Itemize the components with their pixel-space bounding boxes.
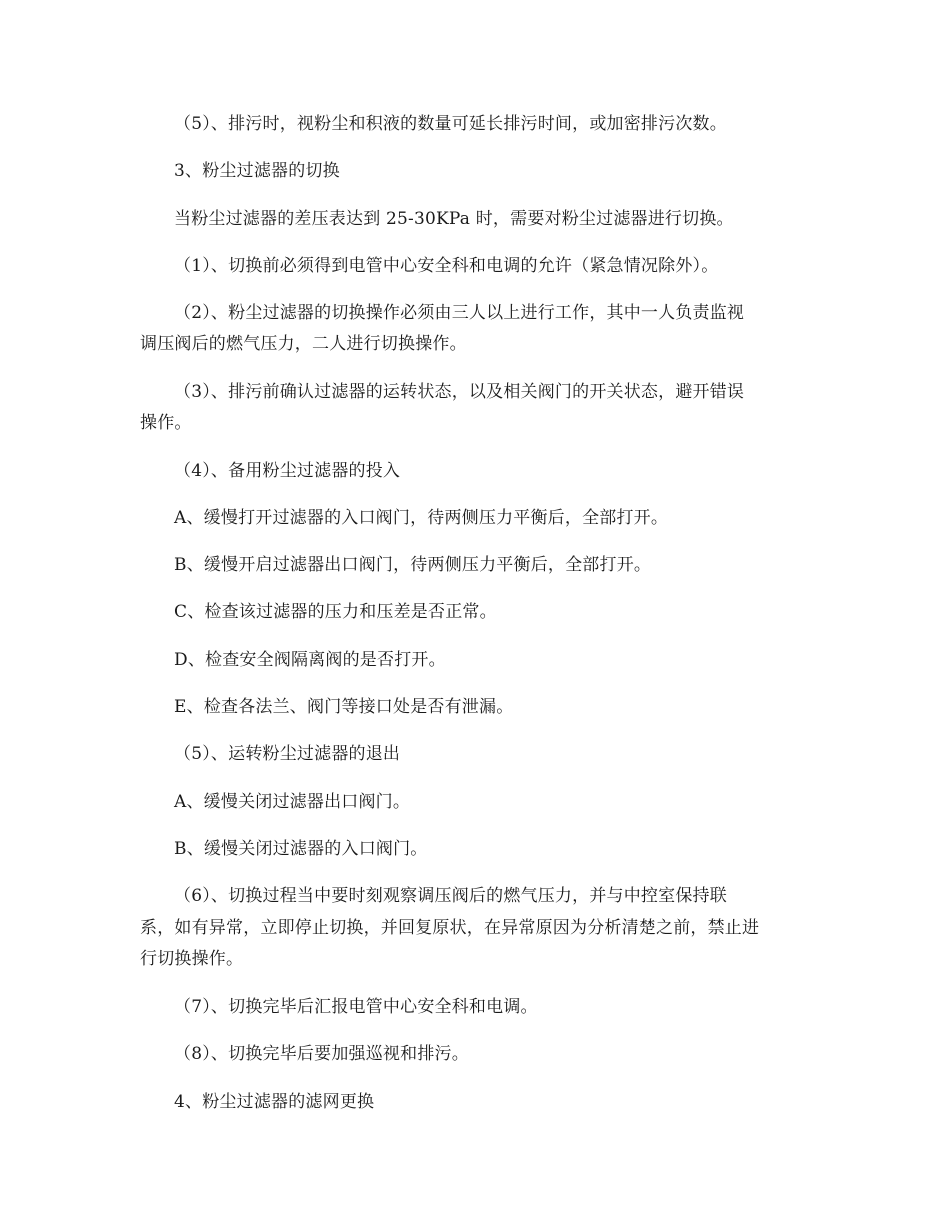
- paragraph-step-7: （7）、切换完毕后汇报电管中心安全科和电调。: [174, 997, 538, 1017]
- paragraph-step-5b: B、缓慢关闭过滤器的入口阀门。: [174, 839, 428, 859]
- paragraph-step-4-heading: （4）、备用粉尘过滤器的投入: [174, 461, 401, 481]
- paragraph-step-1: （1）、切换前必须得到电管中心安全科和电调的允许（紧急情况除外）。: [174, 256, 719, 276]
- paragraph-step-6-line-3: 行切换操作。: [140, 949, 244, 969]
- paragraph-step-4e: E、检查各法兰、阀门等接口处是否有泄漏。: [174, 697, 514, 717]
- paragraph-step-5a: A、缓慢关闭过滤器出口阀门。: [174, 792, 411, 812]
- paragraph-step-6-line-2: 系，如有异常，立即停止切换，并回复原状，在异常原因为分析清楚之前，禁止进: [140, 918, 760, 938]
- paragraph-step-2-line-2: 调压阀后的燃气压力，二人进行切换操作。: [140, 334, 467, 354]
- paragraph-step-8: （8）、切换完毕后要加强巡视和排污。: [174, 1044, 469, 1064]
- paragraph-drain-step-5: （5）、排污时，视粉尘和积液的数量可延长排污时间，或加密排污次数。: [174, 114, 727, 134]
- section-heading-4: 4、粉尘过滤器的滤网更换: [174, 1092, 375, 1112]
- paragraph-step-4b: B、缓慢开启过滤器出口阀门，待两侧压力平衡后，全部打开。: [174, 555, 652, 575]
- paragraph-step-3-line-1: （3）、排污前确认过滤器的运转状态，以及相关阀门的开关状态，避开错误: [174, 382, 745, 402]
- paragraph-step-4c: C、检查该过滤器的压力和压差是否正常。: [174, 602, 497, 622]
- paragraph-step-4d: D、检查安全阀隔离阀的是否打开。: [174, 650, 446, 670]
- section-heading-3: 3、粉尘过滤器的切换: [174, 161, 340, 181]
- paragraph-step-3-line-2: 操作。: [140, 413, 192, 433]
- paragraph-step-4a: A、缓慢打开过滤器的入口阀门，待两侧压力平衡后，全部打开。: [174, 508, 669, 528]
- paragraph-step-6-line-1: （6）、切换过程当中要时刻观察调压阀后的燃气压力，并与中控室保持联: [174, 886, 727, 906]
- paragraph-switch-condition: 当粉尘过滤器的差压表达到 25-30KPa 时，需要对粉尘过滤器进行切换。: [174, 209, 734, 229]
- paragraph-step-2-line-1: （2）、粉尘过滤器的切换操作必须由三人以上进行工作，其中一人负责监视: [174, 303, 745, 323]
- paragraph-step-5-heading: （5）、运转粉尘过滤器的退出: [174, 744, 401, 764]
